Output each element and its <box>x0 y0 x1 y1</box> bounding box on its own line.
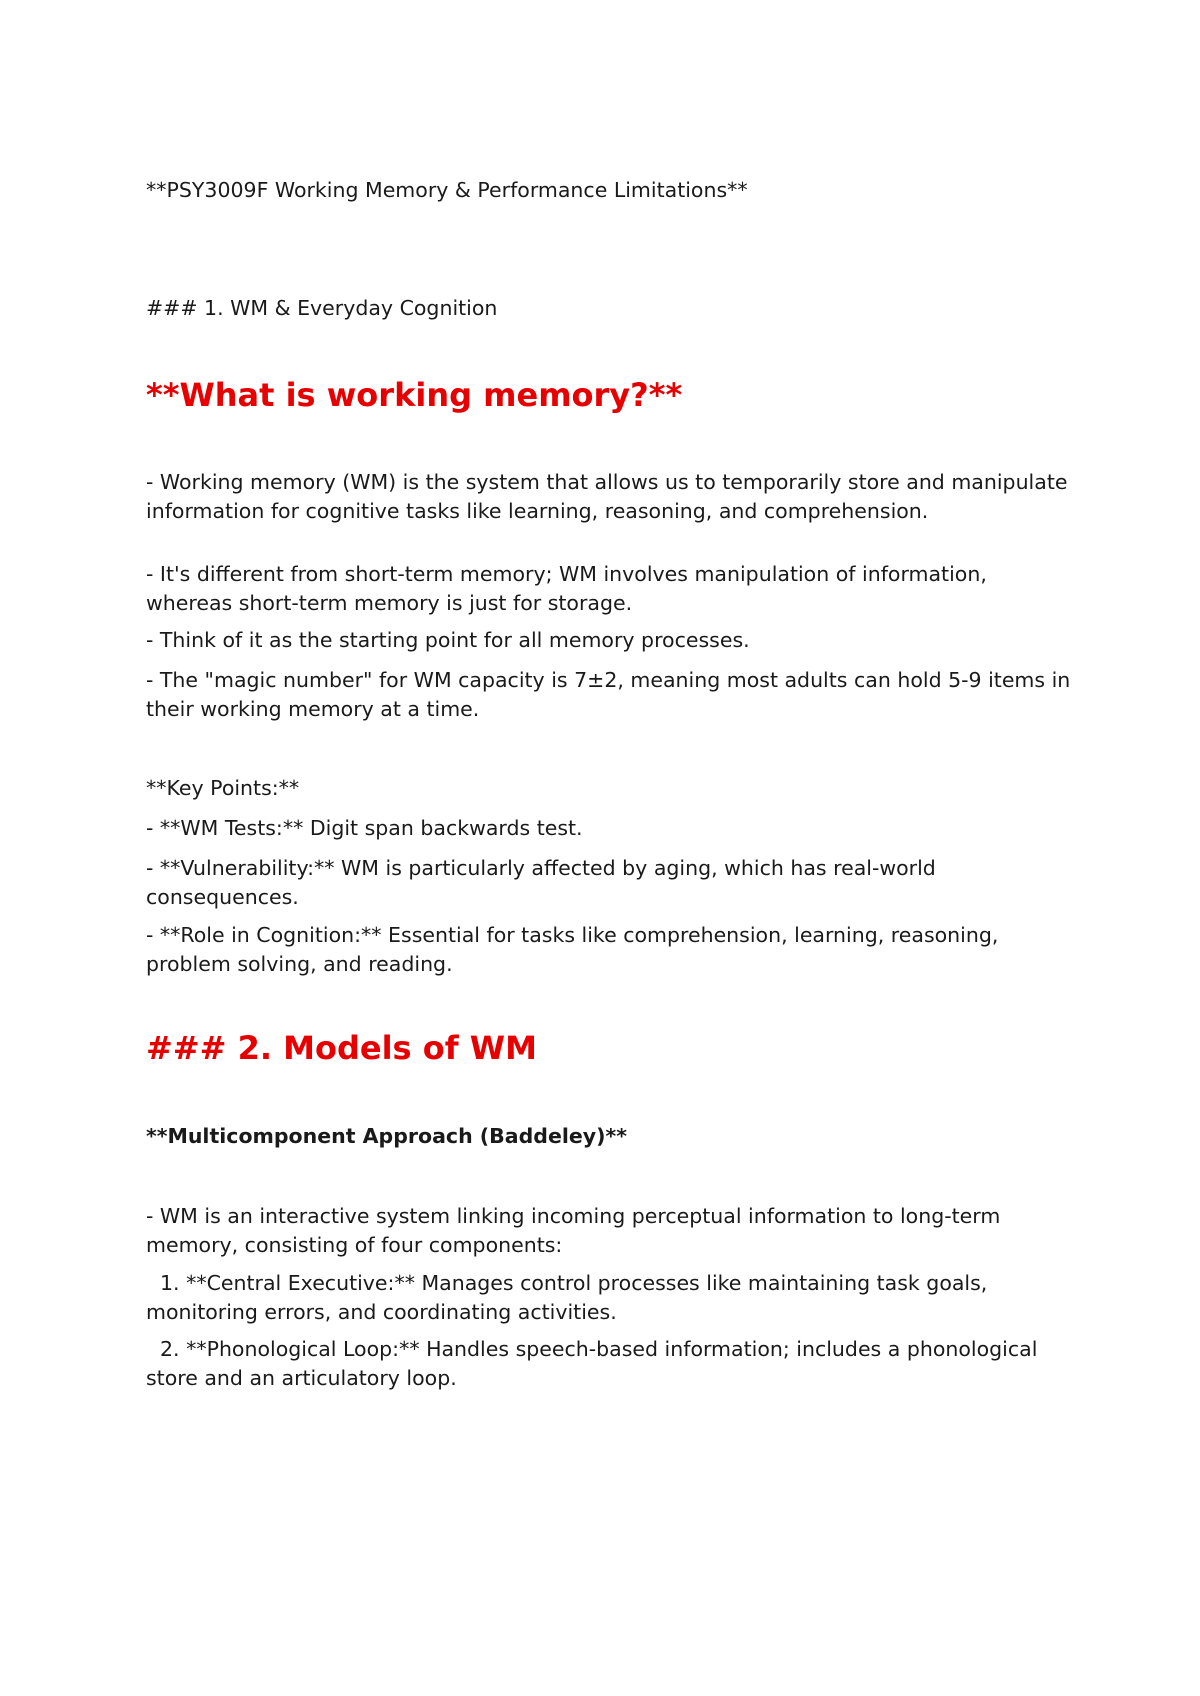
section-2-heading: ### 2. Models of WM <box>146 1029 537 1067</box>
section-1-heading: ### 1. WM & Everyday Cognition <box>146 296 498 320</box>
paragraph-wm-vs-stm: - It's different from short-term memory; WM involves manipulation of information, whereas short-term memory is just for storage. <box>146 562 987 615</box>
multicomponent-heading: **Multicomponent Approach (Baddeley)** <box>146 1124 627 1148</box>
document-title: **PSY3009F Working Memory & Performance Limitations** <box>146 178 748 202</box>
paragraph-starting-point: - Think of it as the starting point for all memory processes. <box>146 628 750 652</box>
what-is-wm-heading: **What is working memory?** <box>146 376 683 414</box>
paragraph-multicomponent: - WM is an interactive system linking incoming perceptual information to long-term memory, consisting of four components: <box>146 1204 1001 1257</box>
key-points-label: **Key Points:** <box>146 776 300 800</box>
paragraph-magic-number: - The "magic number" for WM capacity is 7±2, meaning most adults can hold 5-9 items in their working memory at a time. <box>146 668 1071 721</box>
key-point-wm-tests: - **WM Tests:** Digit span backwards test. <box>146 816 583 840</box>
list-item-phonological-loop: 2. **Phonological Loop:** Handles speech-based information; includes a phonological store and an articulatory loop. <box>146 1337 1038 1390</box>
key-point-role-in-cognition: - **Role in Cognition:** Essential for tasks like comprehension, learning, reasoning, problem solving, and reading. <box>146 923 999 976</box>
key-point-vulnerability: - **Vulnerability:** WM is particularly affected by aging, which has real-world consequences. <box>146 856 936 909</box>
list-item-central-executive: 1. **Central Executive:** Manages control processes like maintaining task goals, monitoring errors, and coordinating activities. <box>146 1271 988 1324</box>
paragraph-wm-definition: - Working memory (WM) is the system that allows us to temporarily store and manipulate information for cognitive tasks like learning, reasoning, and comprehension. <box>146 470 1068 523</box>
